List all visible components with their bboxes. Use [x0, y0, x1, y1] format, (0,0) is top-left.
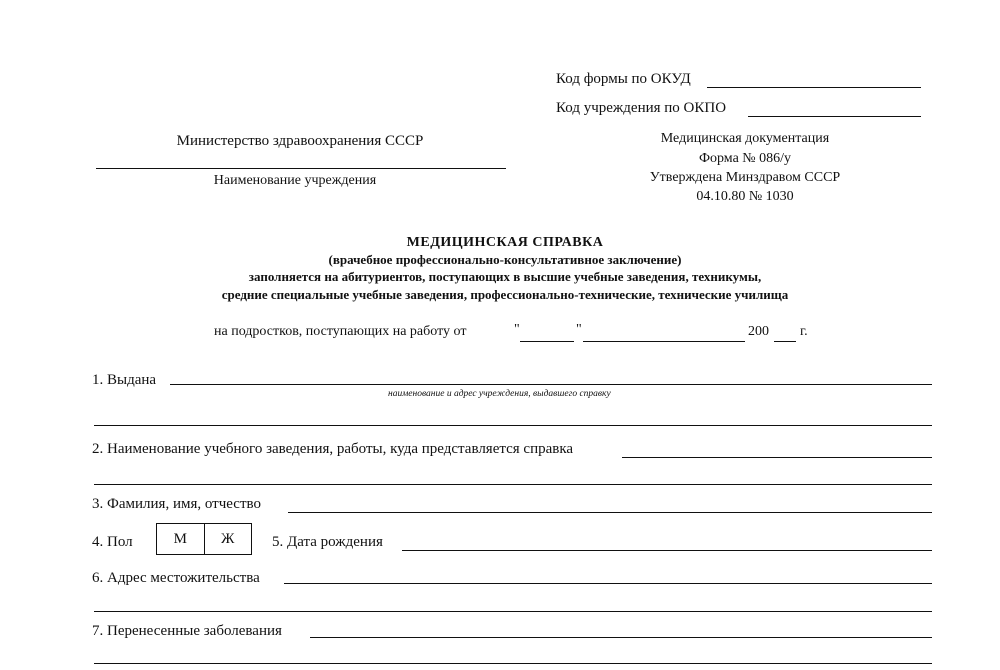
okud-field[interactable]: [707, 87, 921, 88]
field-2-input-continued[interactable]: [94, 484, 932, 485]
field-1-input[interactable]: [170, 384, 932, 385]
quote-close: ": [576, 322, 582, 337]
field-7-input[interactable]: [310, 637, 932, 638]
med-doc-line: Медицинская документация: [660, 131, 830, 146]
field-1-caption: наименование и адрес учреждения, выдавшего справку: [388, 389, 611, 399]
document-title: МЕДИЦИНСКАЯ СПРАВКА: [406, 235, 604, 250]
sex-male-option[interactable]: М: [173, 530, 187, 547]
date-year-field[interactable]: [774, 341, 796, 342]
description-line-1: заполняется на абитуриентов, поступающих в высшие учебные заведения, техникумы,: [248, 269, 762, 284]
field-1-label: 1. Выдана: [92, 372, 157, 388]
field-2-input[interactable]: [622, 457, 932, 458]
field-2-label: 2. Наименование учебного заведения, работы, куда представляется справка: [92, 441, 574, 457]
quote-open: ": [514, 322, 520, 337]
date-month-field[interactable]: [583, 341, 745, 342]
field-4-label: 4. Пол: [92, 534, 133, 550]
institution-caption: Наименование учреждения: [213, 173, 377, 188]
approved-line: Утверждена Минздравом СССР: [649, 170, 841, 185]
document-subtitle: (врачебное профессионально-консультативное заключение): [328, 252, 682, 267]
date-prefix: на подростков, поступающих на работу от: [214, 324, 467, 339]
sex-female-option[interactable]: Ж: [204, 524, 252, 554]
field-7-label: 7. Перенесенные заболевания: [92, 623, 282, 639]
order-date-line: 04.10.80 № 1030: [696, 189, 794, 204]
ministry-name: Министерство здравоохранения СССР: [176, 133, 424, 149]
okpo-label: Код учреждения по ОКПО: [556, 100, 727, 116]
year-prefix: 200: [748, 324, 769, 339]
date-day-field[interactable]: [520, 341, 574, 342]
sex-selector: [156, 523, 252, 555]
okpo-field[interactable]: [748, 116, 921, 117]
form-number-line: Форма № 086/у: [698, 151, 792, 166]
field-5-input[interactable]: [402, 550, 932, 551]
field-6-input-continued[interactable]: [94, 611, 932, 612]
field-3-label: 3. Фамилия, имя, отчество: [92, 496, 261, 512]
field-3-input[interactable]: [288, 512, 932, 513]
year-suffix: г.: [800, 324, 808, 339]
field-1-input-continued[interactable]: [94, 425, 932, 426]
description-line-2: средние специальные учебные заведения, профессионально-технические, технические училища: [221, 287, 789, 302]
field-5-label: 5. Дата рождения: [272, 534, 383, 550]
field-6-label: 6. Адрес местожительства: [92, 570, 260, 586]
field-6-input[interactable]: [284, 583, 932, 584]
field-7-input-continued[interactable]: [94, 663, 932, 664]
institution-name-field[interactable]: [96, 168, 506, 169]
okud-label: Код формы по ОКУД: [556, 71, 691, 87]
